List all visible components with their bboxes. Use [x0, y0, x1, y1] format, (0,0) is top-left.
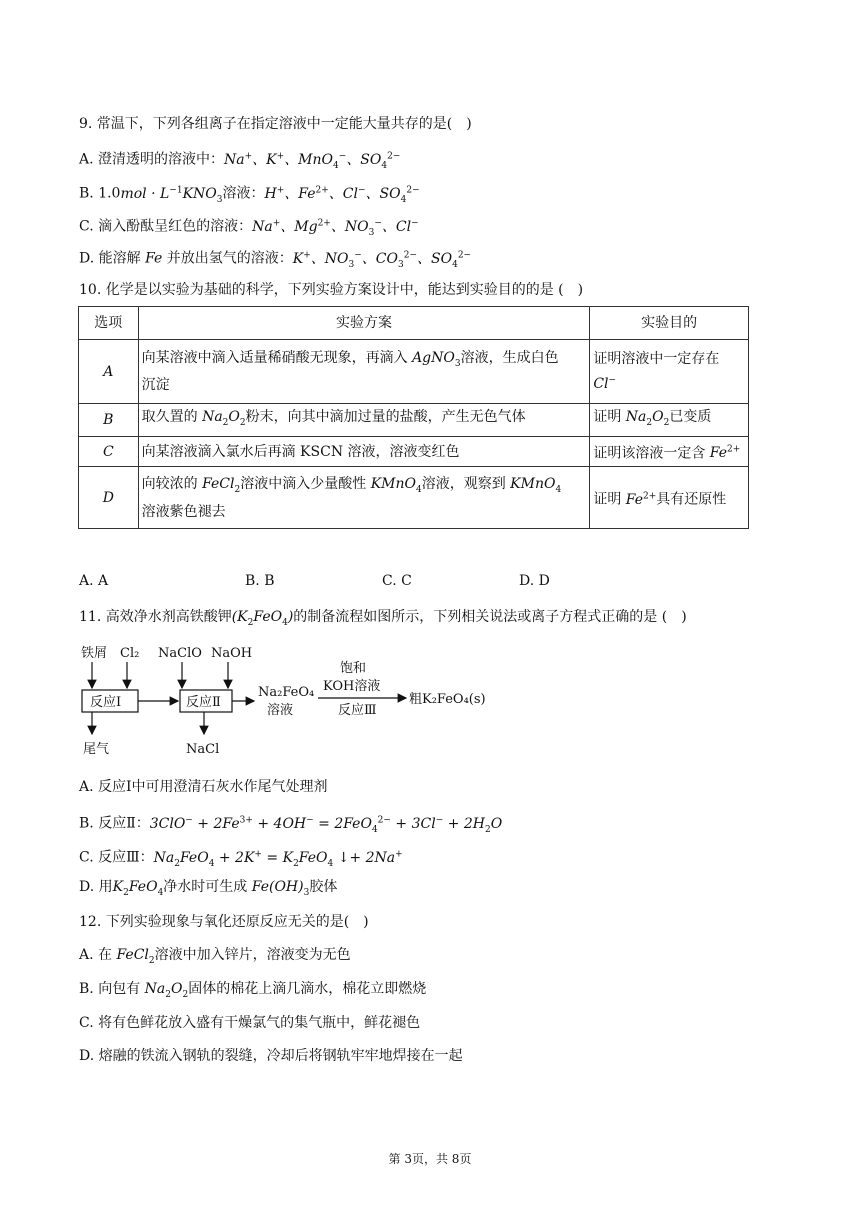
table-header-row [79, 307, 749, 340]
row-goal: 证明 $Na_2O_2$已变质 [590, 404, 749, 437]
row-plan: 取久置的 $Na_2O_2$粉末，向其中滴加过量的盐酸，产生无色气体 [138, 404, 590, 437]
label-final-product: 粗K₂FeO₄(s) [409, 692, 486, 707]
q10-option-c: C. C [382, 573, 412, 589]
table-row [79, 436, 749, 467]
label-reaction2: 反应Ⅱ [186, 695, 221, 710]
q11-option-d: D. 用$K_2FeO_4$净水时可生成 $Fe(OH)_3$胶体 [79, 879, 338, 898]
row-plan: 向某溶液中滴入适量稀硝酸无现象，再滴入 AgNO$_3$溶液，生成白色 沉淀 [138, 340, 590, 404]
q9-option-c: C. 滴入酚酞呈红色的溶液：Na+、$Mg^{2+}$、$NO_3^-$、Cl− [79, 218, 419, 238]
q11-stem: 11. 高效净水剂高铁酸钾$(K_2FeO_4)$的制备流程如图所示，下列相关说法或离子方程式正确的是 ( ) [79, 609, 687, 628]
q10-options [79, 573, 779, 593]
q10-option-d: D. D [519, 573, 550, 589]
q12-option-a: A. 在 FeCl$_2$溶液中加入锌片，溶液变为无色 [79, 947, 351, 966]
q9-option-a: A. 澄清透明的溶液中：Na+、K+、MnO$_4$−、$SO_4^{2-}$ [79, 151, 401, 171]
q12-stem: 12. 下列实验现象与氧化还原反应无关的是( ) [79, 914, 369, 930]
row-option: D [79, 467, 139, 529]
table-row [79, 340, 749, 404]
row-option: C [79, 436, 139, 467]
label-tail-gas: 尾气 [83, 742, 110, 757]
page-footer: 第 3页，共 8页 [388, 1152, 472, 1166]
q11-option-a: A. 反应Ⅰ中可用澄清石灰水作尾气处理剂 [79, 779, 328, 795]
q9-stem: 9. 常温下，下列各组离子在指定溶液中一定能大量共存的是( ) [79, 116, 472, 132]
header-goal: 实验目的 [590, 307, 749, 340]
row-plan: 向较浓的 FeCl$_2$溶液中滴入少量酸性 KMnO$_4$溶液，观察到 KMnO$_4$ 溶液紫色褪去 [138, 467, 590, 529]
q12-option-c: C. 将有色鲜花放入盛有干燥氯气的集气瓶中，鲜花褪色 [79, 1015, 421, 1031]
experiment-table [78, 306, 749, 529]
label-saturated: 饱和 [340, 661, 367, 676]
row-goal: 证明 $Fe^{2+}$具有还原性 [590, 467, 749, 529]
label-product: Na₂FeO₄ [258, 685, 315, 700]
table-row [79, 467, 749, 529]
label-product-solution: 溶液 [267, 703, 294, 718]
q11-option-c: C. 反应Ⅲ：$Na_2FeO_4 + 2K^+ = K_2FeO_4$ ↓+ 2Na+ [79, 849, 403, 869]
q12-option-b: B. 向包有 $Na_2O_2$固体的棉花上滴几滴水，棉花立即燃烧 [79, 981, 427, 1000]
label-cl2: Cl₂ [120, 646, 140, 661]
label-naclo: NaClO [158, 646, 202, 661]
row-goal: 证明溶液中一定存在 Cl− [590, 340, 749, 404]
q10-option-b: B. B [245, 573, 275, 589]
row-plan: 向某溶液滴入氯水后再滴 KSCN 溶液，溶液变红色 [138, 436, 590, 467]
table-row [79, 404, 749, 437]
flow-diagram [78, 640, 498, 762]
q9-option-b: B. $1.0mol \cdot L^{-1}KNO_3$溶液：H+、$Fe^{2+}$、Cl−、$SO_4^{2-}$ [79, 185, 420, 205]
q10-stem: 10. 化学是以实验为基础的科学，下列实验方案设计中，能达到实验目的的是 ( ) [79, 282, 584, 298]
row-option: A [79, 340, 139, 404]
label-reaction3: 反应Ⅲ [338, 703, 377, 718]
label-iron: 铁屑 [81, 646, 108, 661]
label-nacl: NaCl [186, 742, 220, 757]
row-goal: 证明该溶液一定含 $Fe^{2+}$ [590, 436, 749, 467]
row-option: B [79, 404, 139, 437]
label-reaction1: 反应Ⅰ [90, 695, 122, 710]
header-option: 选项 [79, 307, 139, 340]
q10-option-a: A. A [79, 573, 109, 589]
label-naoh: NaOH [211, 646, 253, 661]
q11-option-b: B. 反应Ⅱ：$3ClO^- + 2Fe^{3+} + 4OH^- = 2FeO_4^{2-} + 3Cl^- + 2H_2O$ [79, 815, 503, 835]
label-koh: KOH溶液 [323, 679, 381, 694]
q9-option-d: D. 能溶解 Fe 并放出氢气的溶液：K+、$NO_3^-$、$CO_3^{2-}$、$SO_4^{2-}$ [79, 250, 472, 270]
header-plan: 实验方案 [138, 307, 590, 340]
q12-option-d: D. 熔融的铁流入钢轨的裂缝，冷却后将钢轨牢牢地焊接在一起 [79, 1048, 463, 1064]
